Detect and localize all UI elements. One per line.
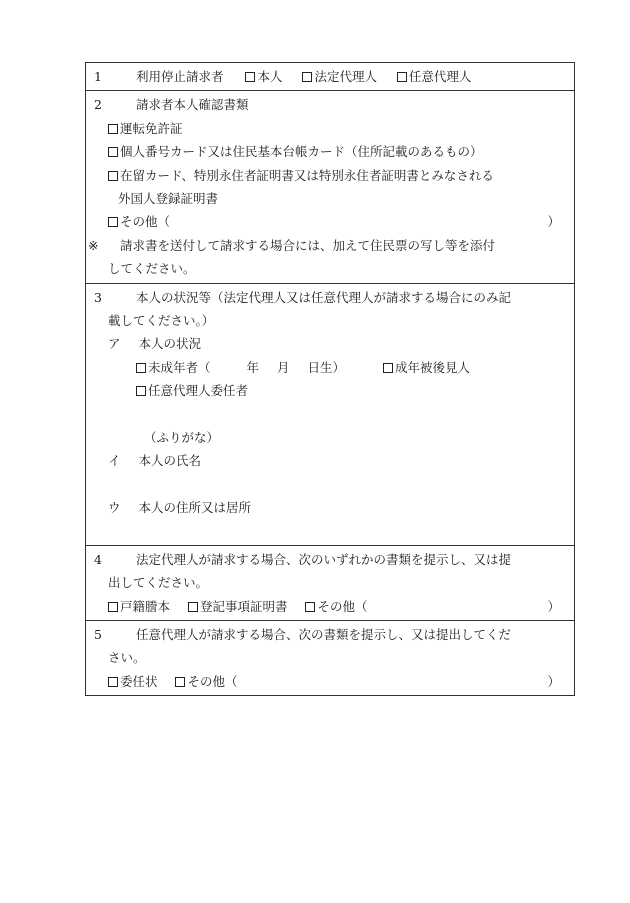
other-id-close: ） [547,214,560,230]
note-mark: ※ [88,237,99,253]
drivers-license-label: 運転免許証 [120,120,183,136]
family-register-label: 戸籍謄本 [120,598,171,614]
checkbox-voluntary-agent[interactable] [397,72,407,82]
checkbox-legal-other[interactable] [305,602,315,612]
checkbox-power-of-attorney[interactable] [108,677,118,687]
section-number: 1 [94,69,102,84]
option-self-label: 本人 [257,69,283,84]
section-number: 2 [94,97,102,113]
checkbox-adult-ward[interactable] [383,363,393,373]
section-voluntary-agent-docs [86,620,574,695]
checkbox-family-register[interactable] [108,602,118,612]
legal-other-label: その他（ [317,598,368,614]
checkbox-legal-agent[interactable] [302,72,312,82]
residence-card-label: 在留カード、特別永住者証明書又は特別永住者証明書とみなされる [120,167,494,183]
checkbox-my-number-card[interactable] [108,147,118,157]
option-voluntary-agent-label: 任意代理人 [408,69,472,84]
delegator-label: 任意代理人委任者 [148,383,249,399]
item-i-label: イ [108,453,121,469]
adult-ward-label: 成年被後見人 [394,359,470,375]
legal-agent-docs-text: 法定代理人が請求する場合、次のいずれかの書類を提示し、又は提 [135,551,511,567]
birth-year-label: 年 [246,359,259,375]
requester-label: 利用停止請求者 [135,69,224,84]
section-number: 3 [94,289,102,305]
furigana-label: （ふりがな） [144,429,220,445]
checkbox-voluntary-other[interactable] [175,677,185,687]
registry-certificate-label: 登記事項証明書 [199,598,288,614]
section-id-documents [86,90,574,282]
birth-day-label: 日生） [307,359,345,375]
voluntary-agent-docs-text-cont: さい。 [108,650,146,666]
legal-other-close: ） [547,598,560,614]
birth-month-label: 月 [276,359,290,375]
option-legal-agent-label: 法定代理人 [314,69,377,84]
item-a-label: ア [108,336,121,352]
voluntary-other-close: ） [547,673,560,689]
note-text: 請求書を送付して請求する場合には、加えて住民票の写し等を添付 [120,237,496,253]
principal-name-label: 本人の氏名 [138,453,201,469]
checkbox-other-id[interactable] [108,217,118,227]
id-documents-title: 請求者本人確認書類 [135,97,249,113]
checkbox-minor[interactable] [136,363,146,373]
voluntary-other-label: その他（ [187,673,238,689]
note-text-cont: してください。 [108,261,196,277]
checkbox-delegator[interactable] [136,386,146,396]
section-number: 4 [94,551,102,567]
item-u-label: ウ [108,500,121,516]
principal-status-title-cont: 載してください。） [108,312,215,328]
checkbox-drivers-license[interactable] [108,124,118,134]
principal-address-label: 本人の住所又は居所 [138,500,251,516]
checkbox-residence-card[interactable] [108,171,118,181]
other-id-label: その他（ [120,214,171,230]
section-number: 5 [94,626,102,642]
checkbox-self[interactable] [245,72,255,82]
residence-card-label-cont: 外国人登録証明書 [118,190,219,206]
minor-label: 未成年者（ [148,359,211,375]
section-legal-agent-docs [86,545,574,620]
power-of-attorney-label: 委任状 [120,673,158,689]
section-requester [86,63,574,90]
voluntary-agent-docs-text: 任意代理人が請求する場合、次の書類を提示し、又は提出してくだ [135,626,511,642]
section-principal-status [86,283,574,545]
item-a-title: 本人の状況 [138,336,201,352]
principal-status-title: 本人の状況等（法定代理人又は任意代理人が請求する場合にのみ記 [135,289,511,305]
legal-agent-docs-text-cont: 出してください。 [108,575,209,591]
request-form-table [85,62,575,696]
my-number-card-label: 個人番号カード又は住民基本台帳カード（住所記載のあるもの） [120,144,483,160]
checkbox-registry-certificate[interactable] [188,602,198,612]
